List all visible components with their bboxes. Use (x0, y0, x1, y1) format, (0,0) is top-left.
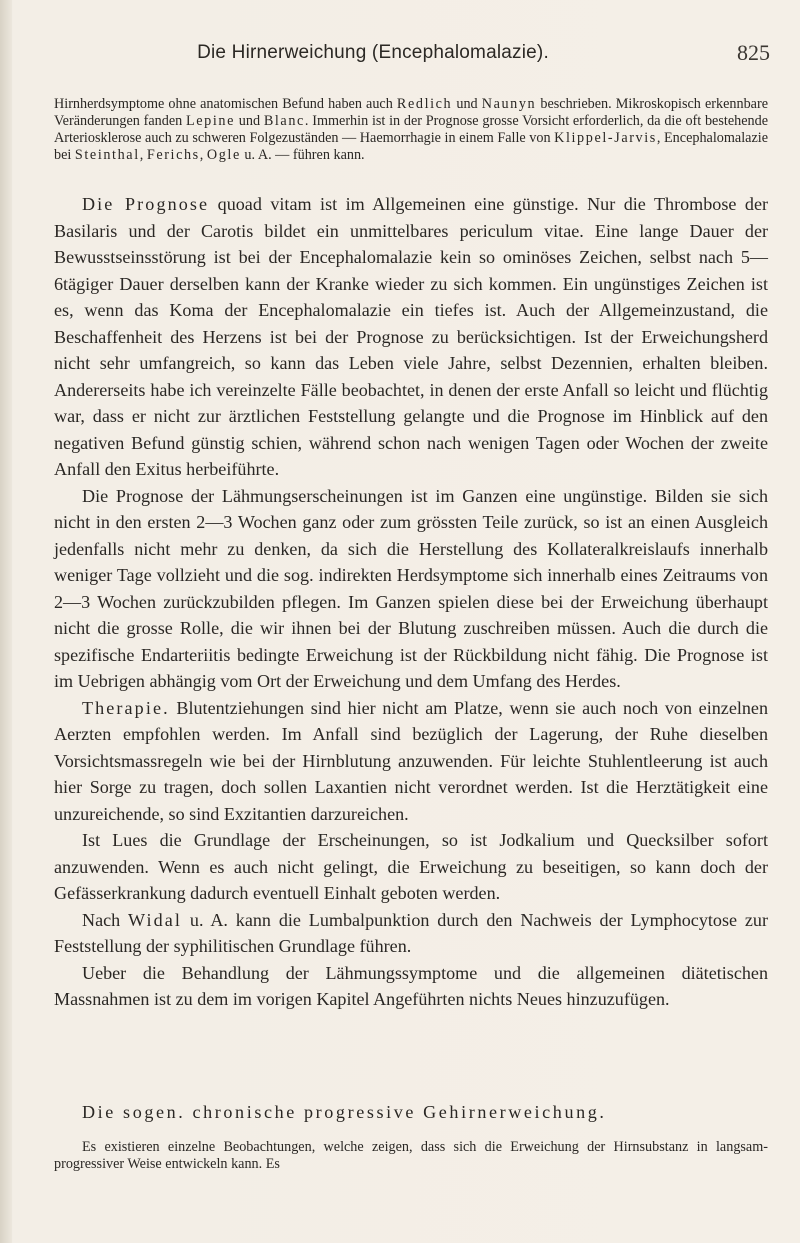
page-number: 825 (737, 40, 770, 65)
therapy-paragraph: Therapie. Blutentziehungen sind hier nicht am Platze, wenn sie auch noch von einzelnen Aerzten empfohlen werden. Im Anfall sind bezüglich der Lagerung, der Ruhe dieselben Vorsichtsmassregeln wie bei der Hirnblutung anzuwenden. Für leichte Stuhlentleerung ist auch hier Sorge zu tragen, doch sollen Laxantien nicht verordnet werden. Ist die Herztätigkeit eine unzureichende, so sind Exzitantien darzureichen. (54, 697, 768, 824)
widal-paragraph: Nach Widal u. A. kann die Lumbalpunktion durch den Nachweis der Lymphocytose zur Feststellung der syphilitischen Grundlage führen. (54, 909, 769, 956)
lues-paragraph: Ist Lues die Grundlage der Erscheinungen, so ist Jodkalium und Quecksilber sofort anzuwenden. Wenn es auch nicht gelingt, die Erweichung zu beseitigen, so kann doch der Gefässerkrankung dadurch eventuell Einhalt geboten werden. (54, 830, 768, 903)
section-heading: Die sogen. chronische progressive Gehirnerweichung. (82, 1102, 607, 1122)
running-head: Die Hirnerweichung (Encephalomalazie). (197, 42, 549, 63)
author-name: Redlich (396, 96, 453, 112)
section-intro (54, 1139, 768, 1173)
section-heading-block (54, 1099, 768, 1126)
prognosis-paragraph: Die Prognose quoad vitam ist im Allgemeinen eine günstige. Nur die Thrombose der Basilaris und der Carotis bildet ein unmittelbares periculum vitae. Eine lange Dauer der Bewusstseinsstörung ist bei der Encephalomalazie kein so ominöses Zeichen, selbst nach 5—6tägiger Dauer derselben kann der Kranke wieder zu sich kommen. Ein ungünstiges Zeichen ist es, wenn das Koma der Encephalomalazie ein tiefes ist. Auch der Allgemeinzustand, die Beschaffenheit des Herzens ist bei der Prognose zu berücksichtigen. Ist der Erweichungsherd nicht sehr umfangreich, so kann das Leben viele Jahre, selbst Dezennien, erhalten bleiben. Andererseits habe ich vereinzelte Fälle beobachtet, in denen der erste Anfall so leicht und flüchtig war, dass er nicht zur ärztlichen Feststellung gelangte und die Prognose im Hinblick auf den negativen Befund günstig schien, während schon nach wenigen Tagen oder Wochen der zweite Anfall den Exitus herbeiführte. (54, 194, 768, 479)
author-name: Blanc (263, 113, 305, 129)
author-name: Widal (128, 909, 183, 930)
prognosis-heading: Die Prognose (82, 194, 210, 214)
page-spine-shadow (0, 0, 12, 1243)
author-name: Ferichs (146, 147, 200, 163)
section-intro-text: Es existieren einzelne Beobachtungen, welche zeigen, dass sich die Erweichung der Hirnsubstanz in langsam-progressiver Weise entwickeln kann. Es (54, 1139, 768, 1172)
author-name: Klippel-Jarvis (554, 130, 657, 146)
treatment-paragraph: Ueber die Behandlung der Lähmungssymptome und die allgemeinen diätetischen Massnahmen ist zu dem im vorigen Kapitel Angeführten nichts Neues hinzuzufügen. (54, 962, 768, 1009)
author-name: Lepine (186, 113, 236, 129)
author-name: Steinthal (74, 147, 140, 163)
page-header (96, 42, 770, 78)
therapy-heading: Therapie. (82, 697, 170, 718)
main-text (54, 191, 768, 1013)
intro-paragraph: Hirnherdsymptome ohne anatomischen Befund haben auch Redlich und Naunyn beschrieben. Mikroskopisch erkennbare Veränderungen fanden Lepine und Blanc. Immerhin ist in der Prognose grosse Vorsicht erforderlich, da die oft bestehende Arteriosklerose auch zu schweren Folgezuständen — Haemorrhagie in einem Falle von Klippel-Jarvis, Encephalomalazie bei Steinthal, Ferichs, Ogle u. A. — führen kann. (54, 96, 768, 163)
author-name: Ogle (206, 147, 241, 163)
paralysis-prognosis-paragraph: Die Prognose der Lähmungserscheinungen ist im Ganzen eine ungünstige. Bilden sie sich nicht in den ersten 2—3 Wochen ganz oder zum grössten Teile zurück, so ist an einen Ausgleich jedenfalls nicht mehr zu denken, da sich die Herstellung des Kollateralkreislaufs innerhalb weniger Tage vollzieht und die sog. indirekten Herdsymptome sich innerhalb eines Zeitraums von 2—3 Wochen zurückzubilden pflegen. Im Ganzen spielen diese bei der Erweichung überhaupt nicht die grosse Rolle, die wir ihnen bei der Blutung zuschreiben müssen. Auch die durch die spezifische Endarteriitis bedingte Erweichung ist der Rückbildung nicht fähig. Die Prognose ist im Uebrigen abhängig vom Ort der Erweichung und dem Umfang des Herdes. (54, 485, 768, 691)
author-name: Naunyn (481, 96, 537, 112)
